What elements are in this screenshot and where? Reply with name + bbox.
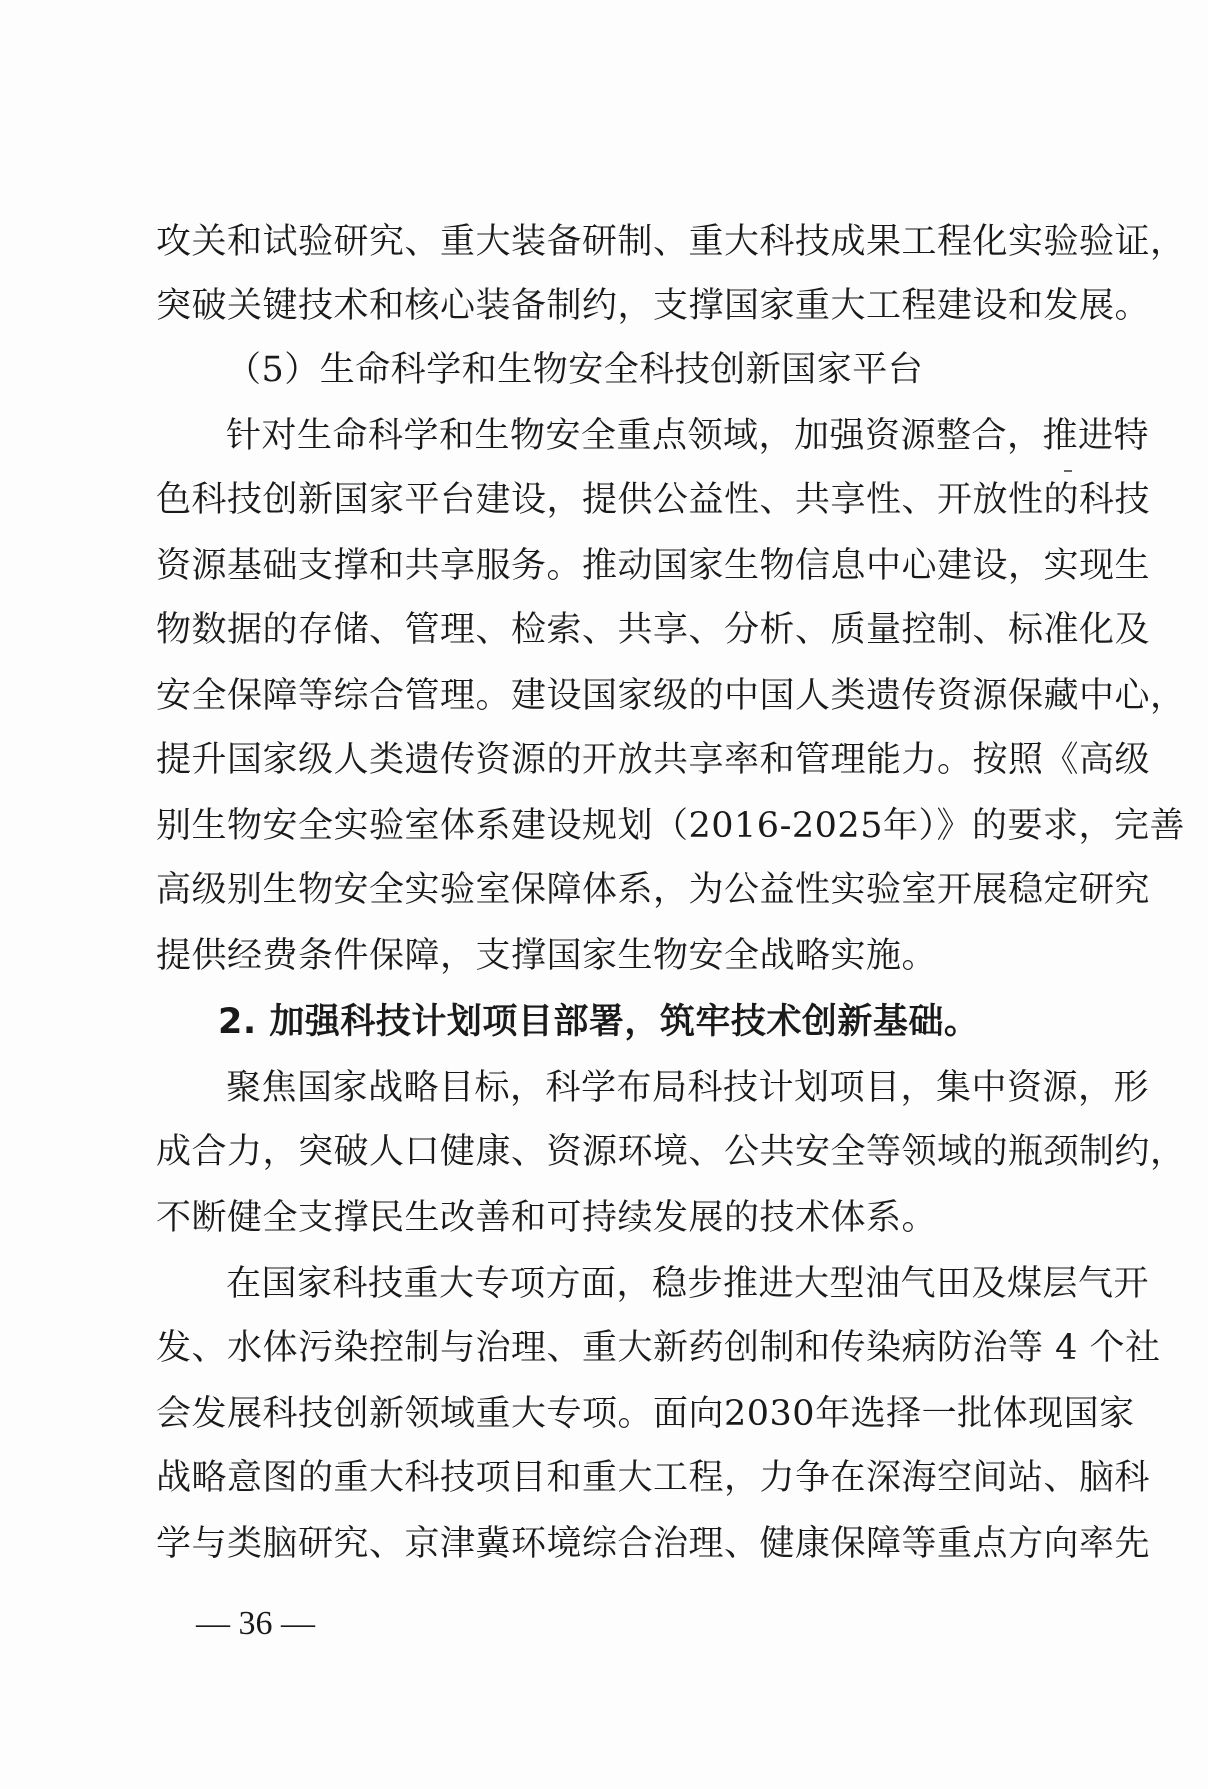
page-number: — 36 — (196, 1605, 315, 1642)
body-text-line: 攻关和试验研究、重大装备研制、重大科技成果工程化实验验证， (156, 222, 1186, 262)
body-text-line: 物数据的存储、管理、检索、共享、分析、质量控制、标准化及 (156, 610, 1151, 650)
paragraph-first-line: 聚焦国家战略目标，科学布局科技计划项目，集中资源，形 (226, 1068, 1150, 1108)
body-text-line: 别生物安全实验室体系建设规划（2016-2025年）》的要求，完善 (156, 806, 1185, 846)
body-text-line: 安全保障等综合管理。建设国家级的中国人类遗传资源保藏中心， (156, 676, 1186, 716)
subsection-heading: （5）生命科学和生物安全科技创新国家平台 (226, 350, 924, 390)
section-heading: 2. 加强科技计划项目部署，筑牢技术创新基础。 (218, 1002, 980, 1042)
paragraph-first-line: 在国家科技重大专项方面，稳步推进大型油气田及煤层气开 (226, 1264, 1150, 1304)
body-text-line: 色科技创新国家平台建设，提供公益性、共享性、开放性的科技 (156, 480, 1151, 520)
body-text-line: 成合力，突破人口健康、资源环境、公共安全等领域的瓶颈制约， (156, 1132, 1186, 1172)
body-text-line: 突破关键技术和核心装备制约，支撑国家重大工程建设和发展。 (156, 286, 1151, 326)
paragraph-first-line: 针对生命科学和生物安全重点领域，加强资源整合，推进特 (226, 416, 1150, 456)
body-text-line: 提供经费条件保障，支撑国家生物安全战略实施。 (156, 936, 938, 976)
body-text-line: 资源基础支撑和共享服务。推动国家生物信息中心建设，实现生 (156, 546, 1151, 586)
body-text-line: 学与类脑研究、京津冀环境综合治理、健康保障等重点方向率先 (156, 1524, 1151, 1564)
body-text-line: 战略意图的重大科技项目和重大工程，力争在深海空间站、脑科 (156, 1458, 1151, 1498)
body-text-line: 高级别生物安全实验室保障体系，为公益性实验室开展稳定研究 (156, 870, 1151, 910)
body-text-line: 不断健全支撑民生改善和可持续发展的技术体系。 (156, 1198, 938, 1238)
scan-artifact (1064, 470, 1072, 472)
body-text-line: 发、水体污染控制与治理、重大新药创制和传染病防治等 4 个社 (156, 1328, 1161, 1368)
body-text-line: 提升国家级人类遗传资源的开放共享率和管理能力。按照《高级 (156, 740, 1151, 780)
body-text-line: 会发展科技创新领域重大专项。面向2030年选择一批体现国家 (156, 1394, 1135, 1434)
